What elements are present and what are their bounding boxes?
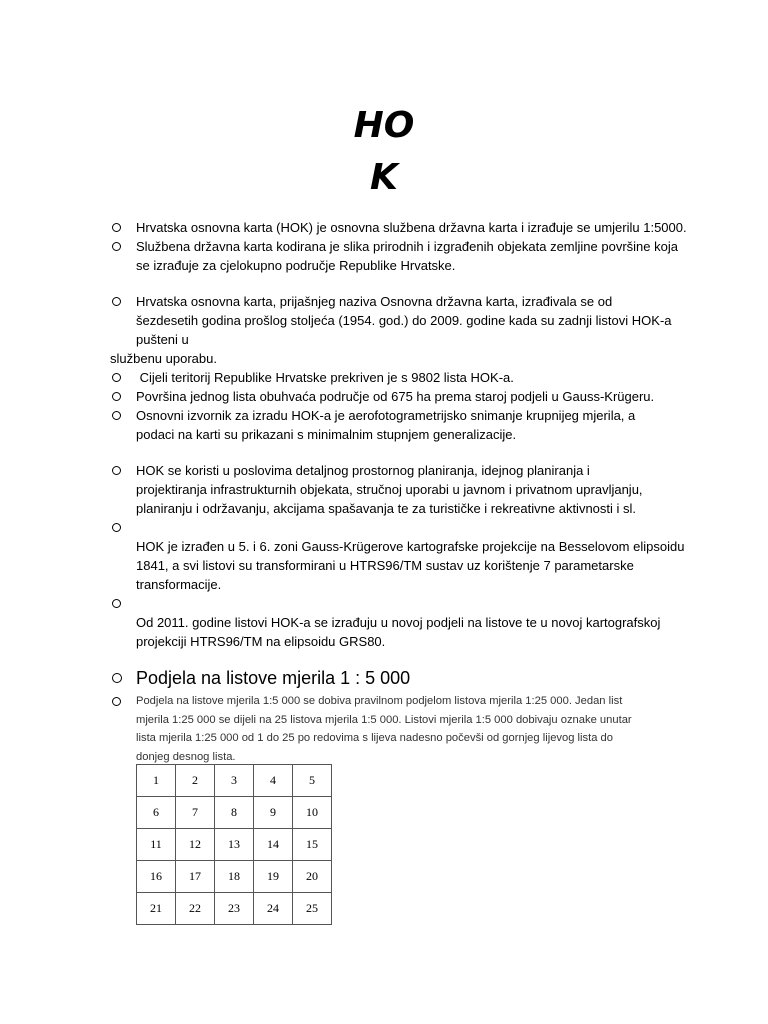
table-cell: 15 bbox=[293, 829, 332, 861]
paragraph-group-1 bbox=[110, 218, 687, 275]
text-line: mjerila 1:25 000 se dijeli na 25 listova mjerila 1:5 000. Listovi mjerila 1:5 000 dobivaju oznake unutar bbox=[136, 713, 632, 726]
text-line: Podjela na listove mjerila 1:5 000 se dobiva pravilnom podjelom listova mjerila 1:25 000. Jedan list bbox=[136, 695, 623, 707]
text-line: službenu uporabu. bbox=[110, 351, 217, 366]
text-line bbox=[136, 518, 680, 537]
table-cell: 14 bbox=[254, 829, 293, 861]
text-line: Hrvatska osnovna karta (HOK) je osnovna službena državna karta i izrađuje se umjerilu 1:5000. bbox=[136, 220, 687, 235]
section-heading: Podjela na listove mjerila 1 : 5 000 bbox=[136, 668, 411, 688]
text-line: 1841, a svi listovi su transformirani u HTRS96/TM sustav uz korištenje 7 parametarske bbox=[136, 558, 634, 573]
table-cell: 11 bbox=[137, 829, 176, 861]
bullet-item bbox=[110, 461, 680, 518]
table-row bbox=[137, 861, 332, 893]
table-cell: 12 bbox=[176, 829, 215, 861]
table-row bbox=[137, 829, 332, 861]
bullet-circle-icon bbox=[112, 523, 121, 532]
paragraph-group-3 bbox=[110, 461, 685, 651]
table-cell: 3 bbox=[215, 765, 254, 797]
table-cell: 24 bbox=[254, 893, 293, 925]
table-cell: 23 bbox=[215, 893, 254, 925]
bullet-circle-icon bbox=[112, 697, 121, 706]
text-line: HOK se koristi u poslovima detaljnog prostornog planiranja, idejnog planiranja i bbox=[136, 463, 590, 478]
bullet-circle-icon bbox=[112, 297, 121, 306]
text-line: Hrvatska osnovna karta, prijašnjeg naziva Osnovna državna karta, izrađivala se od bbox=[136, 294, 613, 309]
table-cell: 20 bbox=[293, 861, 332, 893]
text-line: Službena državna karta kodirana je slika prirodnih i izgrađenih objekata zemljine površine koja bbox=[136, 239, 678, 254]
title-line-2: K bbox=[370, 157, 398, 198]
text-line: Površina jednog lista obuhvaća područje od 675 ha prema staroj podjeli u Gauss-Krügeru. bbox=[136, 389, 655, 404]
table-row bbox=[137, 797, 332, 829]
text-line: se izrađuje za cjelokupno područje Republike Hrvatske. bbox=[136, 258, 456, 273]
section-paragraph-block bbox=[110, 692, 700, 766]
text-line: šezdesetih godina prošlog stoljeća (1954. god.) do 2009. godine kada su zadnji listovi HOK-a bbox=[136, 313, 672, 328]
table-cell: 22 bbox=[176, 893, 215, 925]
bullet-item bbox=[110, 218, 687, 237]
section-heading-block bbox=[110, 666, 680, 690]
bullet-circle-icon bbox=[112, 392, 121, 401]
text-line: lista mjerila 1:25 000 od 1 do 25 po redovima s lijeva nadesno počevši od gornjeg lijevog lista do bbox=[136, 732, 614, 744]
table-cell: 13 bbox=[215, 829, 254, 861]
table-cell: 5 bbox=[293, 765, 332, 797]
bullet-item bbox=[110, 292, 680, 368]
table-row bbox=[137, 765, 332, 797]
bullet-item bbox=[110, 666, 680, 690]
title-line-1: HO bbox=[353, 105, 415, 146]
text-line: Od 2011. godine listovi HOK-a se izrađuju u novoj podjeli na listove te u novoj kartografskoj bbox=[136, 615, 661, 630]
text-line: projekciji HTRS96/TM na elipsoidu GRS80. bbox=[136, 634, 386, 649]
bullet-item bbox=[110, 518, 685, 594]
text-line: Cijeli teritorij Republike Hrvatske prekriven je s 9802 lista HOK-a. bbox=[136, 370, 514, 385]
table-cell: 8 bbox=[215, 797, 254, 829]
text-line: podaci na karti su prikazani s minimalnim stupnjem generalizacije. bbox=[136, 427, 517, 442]
bullet-circle-icon bbox=[112, 466, 121, 475]
sheet-grid-table bbox=[136, 764, 332, 925]
text-line: pušteni u bbox=[136, 332, 189, 347]
table-cell: 18 bbox=[215, 861, 254, 893]
bullet-item bbox=[110, 387, 680, 406]
text-line: donjeg desnog lista. bbox=[136, 750, 236, 763]
bullet-item bbox=[110, 594, 680, 651]
bullet-item bbox=[110, 368, 680, 387]
table-cell: 4 bbox=[254, 765, 293, 797]
table-cell: 21 bbox=[137, 893, 176, 925]
table-cell: 19 bbox=[254, 861, 293, 893]
text-line: planiranju i održavanju, akcijama spašavanja te za turističke i rekreativne aktivnosti i sl. bbox=[136, 501, 637, 516]
table-cell: 7 bbox=[176, 797, 215, 829]
document-title bbox=[0, 100, 768, 204]
table-cell: 2 bbox=[176, 765, 215, 797]
bullet-item bbox=[110, 237, 680, 275]
table-cell: 17 bbox=[176, 861, 215, 893]
bullet-circle-icon bbox=[112, 411, 121, 420]
table-cell: 16 bbox=[137, 861, 176, 893]
bullet-circle-icon bbox=[112, 242, 121, 251]
table-cell: 9 bbox=[254, 797, 293, 829]
text-line: Osnovni izvornik za izradu HOK-a je aerofotogrametrijsko snimanje krupnijeg mjerila, a bbox=[136, 408, 636, 423]
paragraph-group-2 bbox=[110, 292, 680, 444]
table-cell: 6 bbox=[137, 797, 176, 829]
bullet-circle-icon bbox=[112, 673, 122, 683]
table-row bbox=[137, 893, 332, 925]
table-cell: 10 bbox=[293, 797, 332, 829]
bullet-circle-icon bbox=[112, 373, 121, 382]
bullet-item bbox=[110, 406, 680, 444]
table-cell: 25 bbox=[293, 893, 332, 925]
bullet-item bbox=[110, 692, 700, 766]
text-line bbox=[136, 594, 680, 613]
text-line: transformacije. bbox=[136, 577, 222, 592]
text-line: projektiranja infrastrukturnih objekata, stručnoj uporabi u javnom i privatnom upravljanju, bbox=[136, 482, 643, 497]
table-cell: 1 bbox=[137, 765, 176, 797]
bullet-circle-icon bbox=[112, 599, 121, 608]
text-line: HOK je izrađen u 5. i 6. zoni Gauss-Krügerove kartografske projekcije na Besselovom elipsoidu bbox=[136, 539, 685, 554]
bullet-circle-icon bbox=[112, 223, 121, 232]
